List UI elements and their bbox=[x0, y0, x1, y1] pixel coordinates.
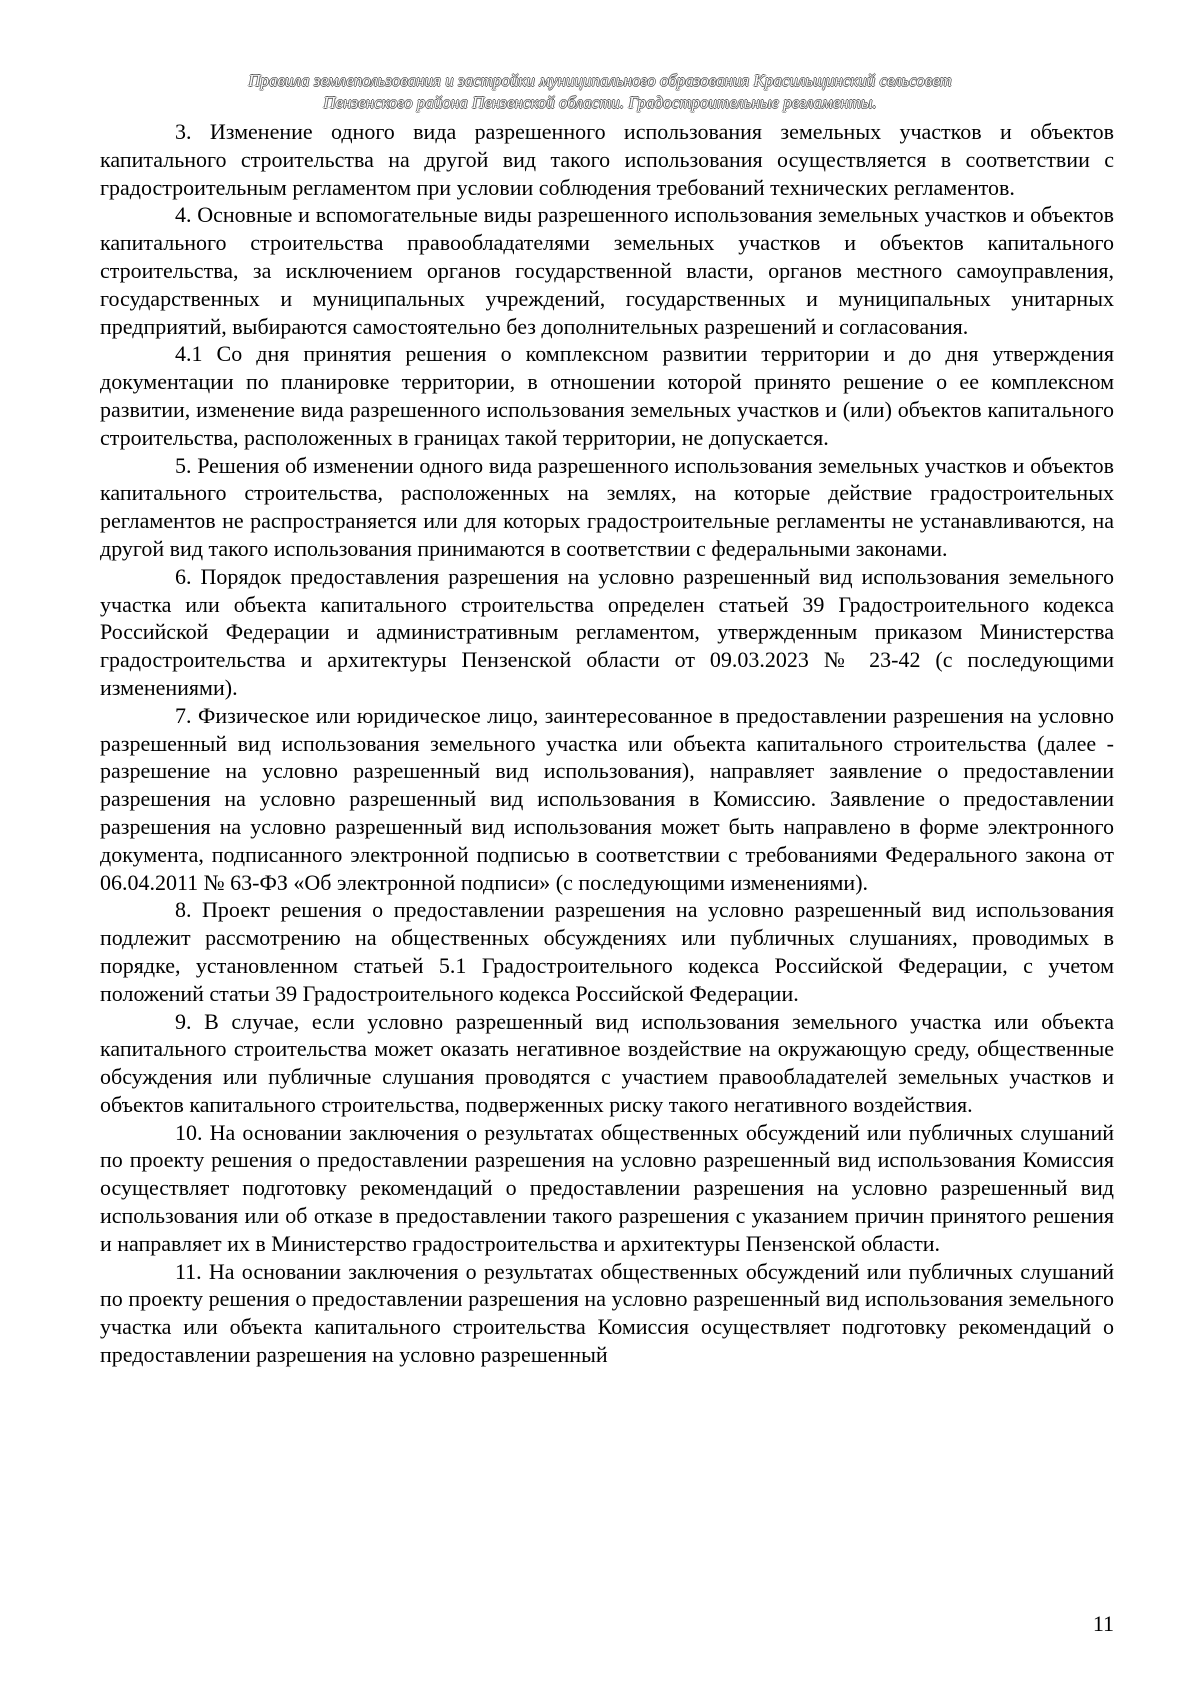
paragraph-9: 9. В случае, если условно разрешенный вид использования земельного участка или объекта капитального строительства может оказать негативное воздействие на окружающую среду, общественные обсуждения или публичные слушания проводятся с участием правообладателей земельных участков и объектов капитального строительства, подверженных риску такого негативного воздействия. bbox=[100, 1008, 1114, 1117]
paragraph-7: 7. Физическое или юридическое лицо, заинтересованное в предоставлении разрешения на условно разрешенный вид использования земельного участка или объекта капитального строительства (далее - разрешение на условно разрешенный вид использования), направляет заявление о предоставлении разрешения на условно разрешенный вид использования в Комиссию. Заявление о предоставлении разрешения на условно разрешенный вид использования может быть направлено в форме электронного документа, подписанного электронной подписью в соответствии с требованиями Федерального закона от 06.04.2011 № 63-ФЗ «Об электронной подписи» (с последующими изменениями). bbox=[100, 702, 1114, 895]
paragraph-4: 4. Основные и вспомогательные виды разрешенного использования земельных участков и объектов капитального строительства правообладателями земельных участков и объектов капитального строительства, за исключением органов государственной власти, органов местного самоуправления, государственных и муниципальных учреждений, государственных и муниципальных унитарных предприятий, выбираются самостоятельно без дополнительных разрешений и согласования. bbox=[100, 202, 1114, 339]
paragraph-11: 11. На основании заключения о результатах общественных обсуждений или публичных слушаний по проекту решения о предоставлении разрешения на условно разрешенный вид использования земельного участка или объекта капитального строительства Комиссия осуществляет подготовку рекомендаций о предоставлении разрешения на условно разрешенный bbox=[100, 1258, 1114, 1368]
page-number: 11 bbox=[1092, 1611, 1114, 1636]
paragraph-6: 6. Порядок предоставления разрешения на условно разрешенный вид использования земельного участка или объекта капитального строительства определен статьей 39 Градостроительного кодекса Российской Федерации и административным регламентом, утвержденным приказом Министерства градостроительства и архитектуры Пензенской области от 09.03.2023 № 23-42 (с последующими изменениями). bbox=[100, 563, 1114, 700]
paragraph-8: 8. Проект решения о предоставлении разрешения на условно разрешенный вид использования подлежит рассмотрению на общественных обсуждениях или публичных слушаниях, проводимых в порядке, установленном статьей 5.1 Градостроительного кодекса Российской Федерации, с учетом положений статьи 39 Градостроительного кодекса Российской Федерации. bbox=[100, 897, 1114, 1006]
paragraph-5: 5. Решения об изменении одного вида разрешенного использования земельных участков и объектов капитального строительства, расположенных на землях, на которые действие градостроительных регламентов не распространяется или для которых градостроительные регламенты не устанавливаются, на другой вид такого использования принимаются в соответствии с федеральными законами. bbox=[100, 452, 1114, 561]
running-header-line-1: Правила землепользования и застройки муниципального образования Красильщинский сельсовет bbox=[248, 71, 952, 90]
running-header-line-2: Пензенского района Пензенской области. Градостроительные регламенты. bbox=[323, 93, 877, 112]
running-header bbox=[100, 70, 1100, 114]
paragraph-10: 10. На основании заключения о результатах общественных обсуждений или публичных слушаний по проекту решения о предоставлении разрешения на условно разрешенный вид использования Комиссия осуществляет подготовку рекомендаций о предоставлении разрешения на условно разрешенный вид использования или об отказе в предоставлении такого разрешения с указанием причин принятого решения и направляет их в Министерство градостроительства и архитектуры Пензенской области. bbox=[100, 1119, 1114, 1256]
paragraph-4-1: 4.1 Со дня принятия решения о комплексном развитии территории и до дня утверждения документации по планировке территории, в отношении которой принято решение о ее комплексном развитии, изменение вида разрешенного использования земельных участков и (или) объектов капитального строительства, расположенных в границах такой территории, не допускается. bbox=[100, 341, 1114, 450]
paragraph-3: 3. Изменение одного вида разрешенного использования земельных участков и объектов капитального строительства на другой вид такого использования осуществляется в соответствии с градостроительным регламентом при условии соблюдения требований технических регламентов. bbox=[100, 119, 1114, 200]
document-body bbox=[100, 118, 1114, 1369]
